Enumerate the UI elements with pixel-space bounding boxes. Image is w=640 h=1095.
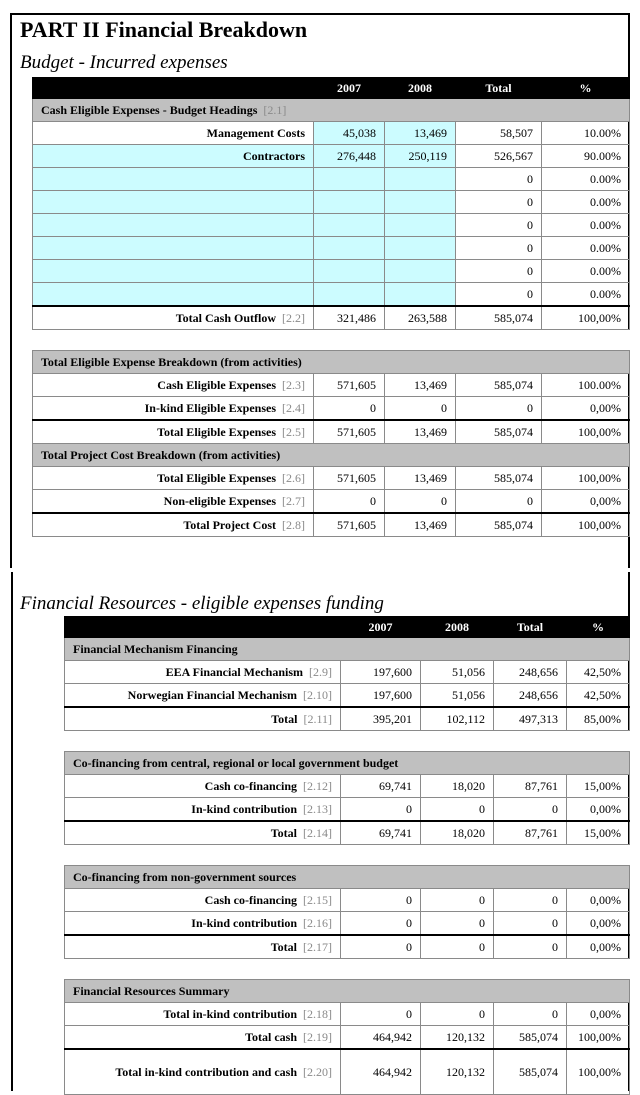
budget-heading-row xyxy=(33,168,630,191)
section-header xyxy=(33,444,630,467)
value-2008[interactable]: 250,119 xyxy=(385,145,456,168)
row-label-cell xyxy=(65,889,341,912)
value-2007: 0 xyxy=(341,889,421,912)
section-header xyxy=(33,351,630,374)
page-title: PART II Financial Breakdown xyxy=(20,17,308,42)
budget-heading-row xyxy=(33,122,630,145)
value-2008: 51,056 xyxy=(421,684,494,708)
value-total: 497,313 xyxy=(494,707,567,731)
total-row xyxy=(65,707,630,731)
budget-heading-row xyxy=(33,145,630,168)
value-total: 585,074 xyxy=(456,467,542,490)
row-ref: [2.12] xyxy=(303,778,332,793)
value-percent: 42,50% xyxy=(567,661,630,684)
value-2007: 0 xyxy=(341,798,421,822)
row-ref: [2.10] xyxy=(303,687,332,702)
row-label: Cash co-financing xyxy=(204,778,297,793)
value-percent: 42,50% xyxy=(567,684,630,708)
row-label: In-kind contribution xyxy=(191,915,297,930)
table-row xyxy=(33,397,630,421)
value-2008: 18,020 xyxy=(421,775,494,798)
table-header xyxy=(65,617,630,638)
row-label: In-kind contribution xyxy=(191,801,297,816)
budget-heading-row xyxy=(33,191,630,214)
section-header xyxy=(65,752,630,775)
row-label-cell xyxy=(65,1003,341,1026)
budget-heading: Budget - Incurred expenses xyxy=(20,52,228,73)
value-total: 0 xyxy=(494,889,567,912)
budget-heading-row xyxy=(33,237,630,260)
value-2008: 0 xyxy=(421,798,494,822)
row-label-cell[interactable] xyxy=(33,260,314,283)
row-ref: [2.16] xyxy=(303,915,332,930)
row-label-cell xyxy=(65,1049,341,1095)
row-ref: [2.20] xyxy=(303,1064,332,1079)
row-label-cell xyxy=(33,420,314,444)
row-label-cell[interactable] xyxy=(33,191,314,214)
value-2008: 13,469 xyxy=(385,467,456,490)
budget-table xyxy=(32,77,630,537)
row-ref: [2.2] xyxy=(282,310,305,325)
value-2007[interactable] xyxy=(314,214,385,237)
value-2008[interactable] xyxy=(385,260,456,283)
row-label-cell xyxy=(65,707,341,731)
value-2007: 0 xyxy=(341,1003,421,1026)
row-label-cell[interactable] xyxy=(33,237,314,260)
section-header xyxy=(33,99,630,122)
value-percent: 0,00% xyxy=(542,397,630,421)
total-row xyxy=(33,420,630,444)
value-percent: 15,00% xyxy=(567,821,630,845)
budget-heading-row xyxy=(33,283,630,307)
row-label: Total in-kind contribution and cash xyxy=(115,1064,297,1079)
row-ref: [2.7] xyxy=(282,493,305,508)
value-percent: 100,00% xyxy=(542,306,630,330)
section-title: Financial Mechanism Financing xyxy=(65,638,630,661)
value-total: 0 xyxy=(494,912,567,936)
section-title: Co-financing from central, regional or local government budget xyxy=(65,752,630,775)
total-row xyxy=(65,1049,630,1095)
value-percent: 100,00% xyxy=(567,1049,630,1095)
value-2008: 18,020 xyxy=(421,821,494,845)
value-2008: 51,056 xyxy=(421,661,494,684)
section-header xyxy=(65,638,630,661)
row-label-cell xyxy=(65,935,341,959)
value-percent: 100,00% xyxy=(542,420,630,444)
value-percent: 0,00% xyxy=(567,889,630,912)
row-label-cell xyxy=(65,1026,341,1050)
value-2007: 464,942 xyxy=(341,1026,421,1050)
value-total: 0 xyxy=(456,283,542,307)
row-label: Total cash xyxy=(245,1029,297,1044)
header-2008: 2008 xyxy=(385,78,456,99)
value-2008: 263,588 xyxy=(385,306,456,330)
row-ref: [2.5] xyxy=(282,424,305,439)
value-2007[interactable]: 45,038 xyxy=(314,122,385,145)
spacer xyxy=(65,731,630,752)
row-label: Total xyxy=(270,825,297,840)
value-2007: 571,605 xyxy=(314,420,385,444)
value-2007: 197,600 xyxy=(341,684,421,708)
resources-summary-section xyxy=(65,980,630,1095)
header-2008: 2008 xyxy=(421,617,494,638)
row-ref: [2.18] xyxy=(303,1006,332,1021)
table-row xyxy=(65,889,630,912)
section-title: Total Eligible Expense Breakdown (from activities) xyxy=(33,351,630,374)
row-label-cell xyxy=(65,661,341,684)
value-total: 585,074 xyxy=(494,1049,567,1095)
row-label: Total Project Cost xyxy=(183,517,276,532)
value-total: 526,567 xyxy=(456,145,542,168)
value-2007[interactable] xyxy=(314,260,385,283)
value-percent: 0,00% xyxy=(567,935,630,959)
value-total: 0 xyxy=(494,798,567,822)
value-total: 0 xyxy=(456,260,542,283)
value-2007: 395,201 xyxy=(341,707,421,731)
total-row xyxy=(33,306,630,330)
table-row xyxy=(65,661,630,684)
row-label: Management Costs xyxy=(206,125,305,140)
row-ref: [2.3] xyxy=(282,377,305,392)
row-ref: [2.11] xyxy=(303,711,332,726)
value-percent: 0.00% xyxy=(542,237,630,260)
value-2007: 0 xyxy=(314,397,385,421)
value-total: 585,074 xyxy=(456,513,542,537)
section-header xyxy=(65,980,630,1003)
row-ref: [2.6] xyxy=(282,470,305,485)
spacer xyxy=(65,959,630,980)
row-label-cell xyxy=(65,821,341,845)
value-2008: 0 xyxy=(385,490,456,514)
table-row xyxy=(65,1026,630,1050)
value-2008: 0 xyxy=(421,889,494,912)
eligible-expense-section xyxy=(33,351,630,444)
value-2008[interactable] xyxy=(385,283,456,307)
value-2008: 120,132 xyxy=(421,1026,494,1050)
row-ref: [2.14] xyxy=(303,825,332,840)
value-total: 585,074 xyxy=(456,374,542,397)
value-2008: 120,132 xyxy=(421,1049,494,1095)
resources-table xyxy=(64,616,630,1095)
value-percent: 0,00% xyxy=(542,490,630,514)
row-label-cell xyxy=(33,490,314,514)
table-row xyxy=(33,374,630,397)
value-2008: 0 xyxy=(385,397,456,421)
row-label-cell xyxy=(65,798,341,822)
budget-heading-row xyxy=(33,260,630,283)
row-ref: [2.4] xyxy=(282,400,305,415)
table-row xyxy=(65,775,630,798)
total-row xyxy=(33,513,630,537)
row-label-cell[interactable] xyxy=(33,283,314,307)
row-label-cell[interactable] xyxy=(33,168,314,191)
header-label xyxy=(33,78,314,99)
value-2008[interactable] xyxy=(385,191,456,214)
value-2008[interactable] xyxy=(385,214,456,237)
value-percent: 0,00% xyxy=(567,798,630,822)
value-total: 585,074 xyxy=(494,1026,567,1050)
value-2007: 321,486 xyxy=(314,306,385,330)
row-label-cell xyxy=(65,912,341,936)
total-row xyxy=(65,821,630,845)
value-2008[interactable] xyxy=(385,237,456,260)
spacer xyxy=(65,845,630,866)
row-label: EEA Financial Mechanism xyxy=(165,664,303,679)
value-2007[interactable] xyxy=(314,191,385,214)
value-2008: 0 xyxy=(421,935,494,959)
value-2007: 571,605 xyxy=(314,374,385,397)
row-label-cell[interactable] xyxy=(33,145,314,168)
table-row xyxy=(65,684,630,708)
row-label-cell xyxy=(33,513,314,537)
row-ref: [2.8] xyxy=(282,517,305,532)
budget-heading-row xyxy=(33,214,630,237)
resources-heading: Financial Resources - eligible expenses funding xyxy=(20,593,384,614)
row-ref: [2.15] xyxy=(303,892,332,907)
row-label-cell[interactable] xyxy=(33,214,314,237)
section-header xyxy=(65,866,630,889)
value-2008: 102,112 xyxy=(421,707,494,731)
value-2007[interactable] xyxy=(314,237,385,260)
section-title: Financial Resources Summary xyxy=(65,980,630,1003)
section-title: Total Project Cost Breakdown (from activities) xyxy=(33,444,630,467)
value-total: 58,507 xyxy=(456,122,542,145)
row-label-cell xyxy=(33,374,314,397)
row-label: Cash Eligible Expenses xyxy=(157,377,276,392)
value-total: 0 xyxy=(494,935,567,959)
header-total: Total xyxy=(494,617,567,638)
value-total: 87,761 xyxy=(494,821,567,845)
value-2007: 0 xyxy=(341,935,421,959)
table-row xyxy=(33,490,630,514)
value-2007: 69,741 xyxy=(341,775,421,798)
value-total: 0 xyxy=(456,191,542,214)
header-2007: 2007 xyxy=(314,78,385,99)
table-row xyxy=(65,1003,630,1026)
value-2008: 13,469 xyxy=(385,420,456,444)
row-label: Total Eligible Expenses xyxy=(157,470,276,485)
value-percent: 0.00% xyxy=(542,283,630,307)
row-ref: [2.17] xyxy=(303,939,332,954)
value-2007: 571,605 xyxy=(314,513,385,537)
value-total: 87,761 xyxy=(494,775,567,798)
value-2008: 13,469 xyxy=(385,374,456,397)
row-label: Total Eligible Expenses xyxy=(157,424,276,439)
mechanism-financing-section xyxy=(65,638,630,731)
value-percent: 0.00% xyxy=(542,214,630,237)
table-row xyxy=(65,912,630,936)
row-label: Total xyxy=(271,711,298,726)
value-total: 0 xyxy=(456,397,542,421)
row-label: Total xyxy=(270,939,297,954)
value-percent: 0.00% xyxy=(542,168,630,191)
value-2008[interactable]: 13,469 xyxy=(385,122,456,145)
value-2007[interactable] xyxy=(314,168,385,191)
value-total: 248,656 xyxy=(494,684,567,708)
row-label: Total in-kind contribution xyxy=(163,1006,297,1021)
value-percent: 85,00% xyxy=(567,707,630,731)
value-percent: 100,00% xyxy=(567,1026,630,1050)
value-2007: 69,741 xyxy=(341,821,421,845)
government-cofinancing-section xyxy=(65,752,630,845)
value-percent: 10.00% xyxy=(542,122,630,145)
row-ref: [2.19] xyxy=(303,1029,332,1044)
value-total: 248,656 xyxy=(494,661,567,684)
value-total: 0 xyxy=(456,214,542,237)
row-label: Contractors xyxy=(243,148,305,163)
value-total: 0 xyxy=(494,1003,567,1026)
value-total: 585,074 xyxy=(456,420,542,444)
row-label-cell xyxy=(65,775,341,798)
row-label-cell xyxy=(33,467,314,490)
value-percent: 15,00% xyxy=(567,775,630,798)
value-2007[interactable] xyxy=(314,283,385,307)
value-2007: 0 xyxy=(341,912,421,936)
value-2007: 197,600 xyxy=(341,661,421,684)
nongovernment-cofinancing-section xyxy=(65,866,630,959)
row-label-cell xyxy=(33,122,314,145)
value-total: 585,074 xyxy=(456,306,542,330)
value-percent: 0,00% xyxy=(567,1003,630,1026)
value-2007: 571,605 xyxy=(314,467,385,490)
table-row xyxy=(65,798,630,822)
value-2008: 0 xyxy=(421,1003,494,1026)
row-ref: [2.9] xyxy=(309,664,332,679)
row-label-cell xyxy=(33,397,314,421)
row-ref: [2.13] xyxy=(303,801,332,816)
value-percent: 0.00% xyxy=(542,191,630,214)
table-row xyxy=(33,467,630,490)
row-label-cell xyxy=(65,684,341,708)
header-percent: % xyxy=(567,617,630,638)
total-row xyxy=(65,935,630,959)
value-total: 0 xyxy=(456,490,542,514)
value-percent: 0.00% xyxy=(542,260,630,283)
row-label: Norwegian Financial Mechanism xyxy=(127,687,297,702)
table-header xyxy=(33,78,630,99)
header-percent: % xyxy=(542,78,630,99)
row-label: In-kind Eligible Expenses xyxy=(144,400,276,415)
value-percent: 0,00% xyxy=(567,912,630,936)
value-2008[interactable] xyxy=(385,168,456,191)
section-title: Cash Eligible Expenses - Budget Headings xyxy=(41,102,258,117)
section-title: Co-financing from non-government sources xyxy=(65,866,630,889)
project-cost-section xyxy=(33,444,630,537)
value-percent: 100,00% xyxy=(542,513,630,537)
value-percent: 100,00% xyxy=(542,467,630,490)
header-total: Total xyxy=(456,78,542,99)
value-percent: 100.00% xyxy=(542,374,630,397)
header-label xyxy=(65,617,341,638)
value-2007: 0 xyxy=(314,490,385,514)
value-2008: 13,469 xyxy=(385,513,456,537)
value-percent: 90.00% xyxy=(542,145,630,168)
value-total: 0 xyxy=(456,168,542,191)
value-total: 0 xyxy=(456,237,542,260)
row-label: Total Cash Outflow xyxy=(175,310,276,325)
row-label: Non-eligible Expenses xyxy=(163,493,276,508)
spacer xyxy=(33,330,630,351)
section-ref: [2.1] xyxy=(263,102,287,117)
value-2008: 0 xyxy=(421,912,494,936)
value-2007: 464,942 xyxy=(341,1049,421,1095)
header-2007: 2007 xyxy=(341,617,421,638)
value-2007[interactable]: 276,448 xyxy=(314,145,385,168)
row-label: Cash co-financing xyxy=(204,892,297,907)
